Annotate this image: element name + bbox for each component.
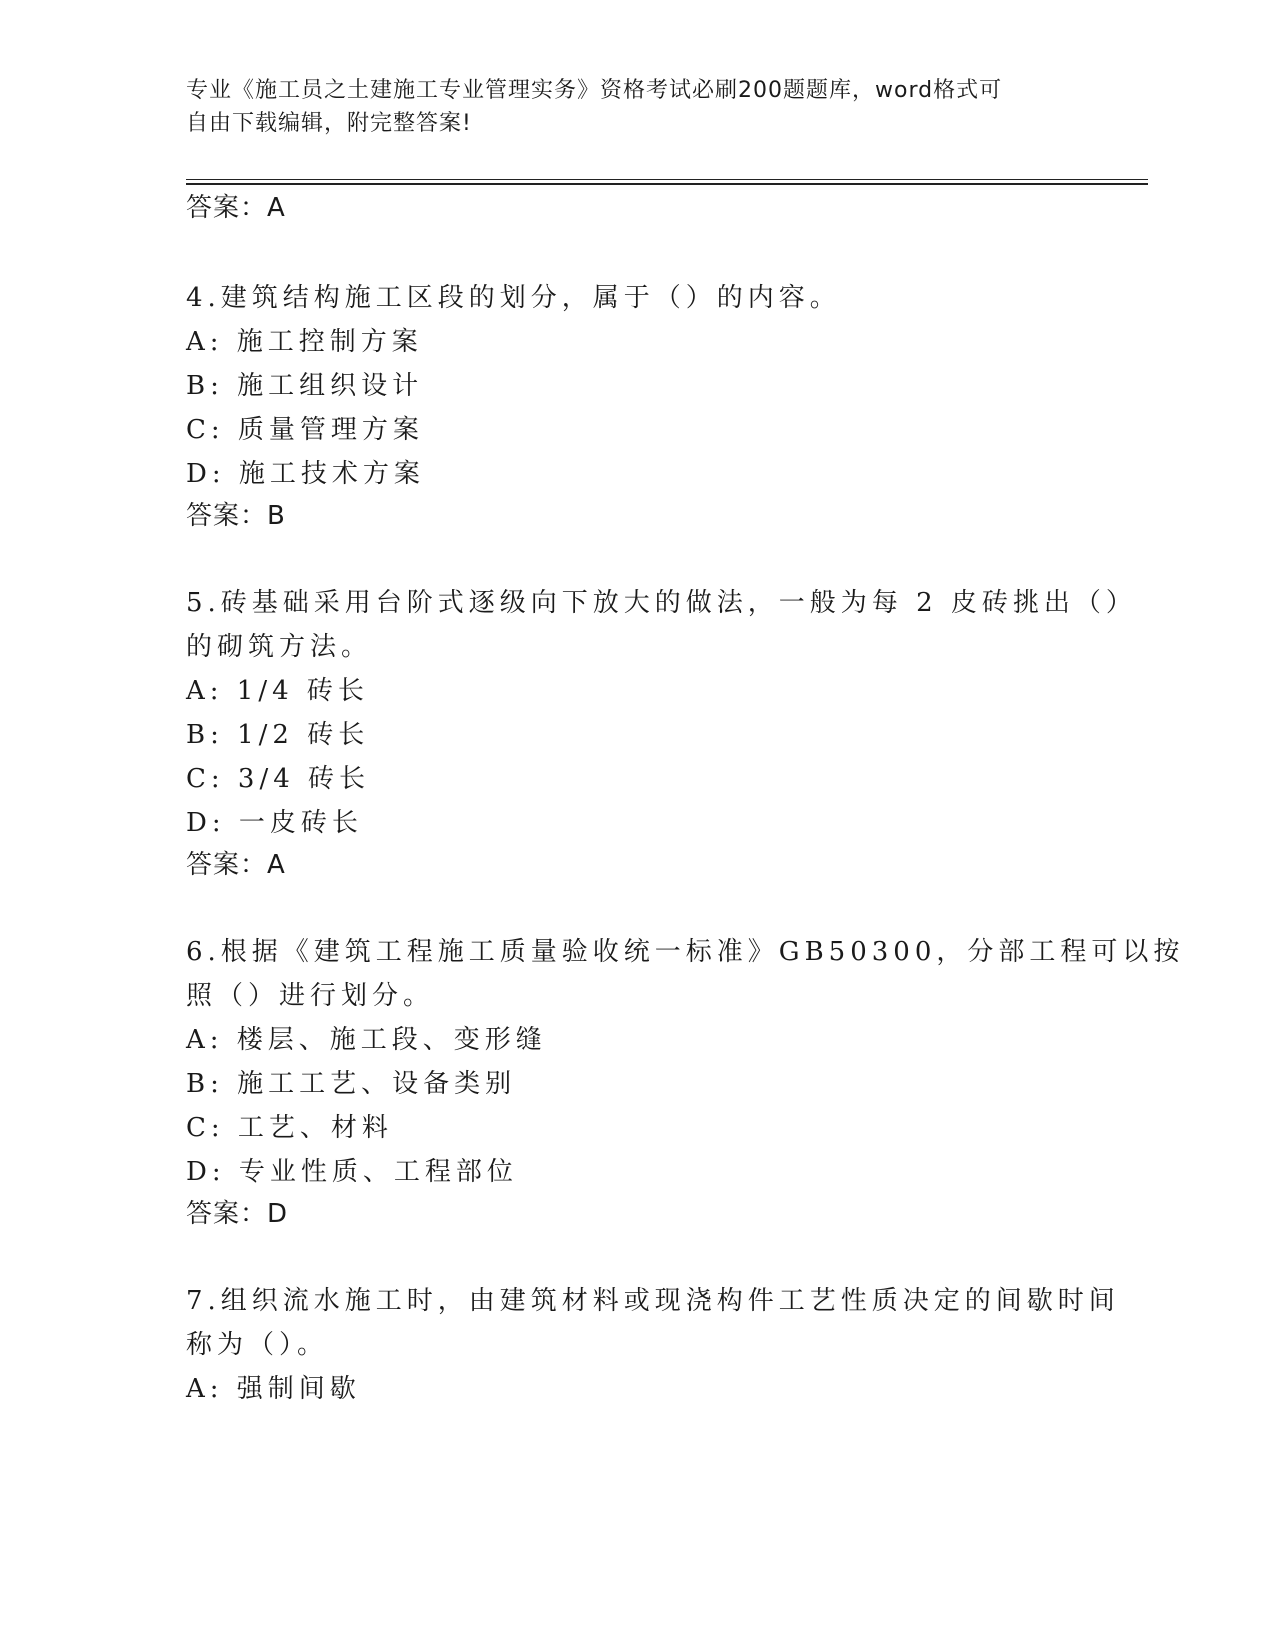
question-4-option-b: B: 施工组织设计: [186, 371, 424, 401]
question-6-option-a: A: 楼层、施工段、变形缝: [186, 1025, 547, 1055]
answer-q6: 答案：D: [186, 1199, 289, 1229]
question-5-option-b: B: 1/2 砖长: [186, 720, 370, 750]
answer-q5: 答案：A: [186, 850, 286, 880]
question-6-option-c: C: 工艺、材料: [186, 1113, 393, 1143]
question-6-stem-line-1: 6.根据《建筑工程施工质量验收统一标准》GB50300，分部工程可以按: [186, 937, 1185, 967]
question-5-stem-line-1: 5.砖基础采用台阶式逐级向下放大的做法，一般为每 2 皮砖挑出（）: [186, 588, 1137, 618]
question-6-stem-line-2: 照（）进行划分。: [186, 981, 435, 1011]
question-4-option-d: D: 施工技术方案: [186, 459, 425, 489]
question-7-stem-line-2: 称为（）。: [186, 1330, 329, 1360]
question-7-option-a: A: 强制间歇: [186, 1374, 361, 1404]
header-line-1: 专业《施工员之土建施工专业管理实务》资格考试必刷200题题库，word格式可: [186, 78, 1003, 103]
question-5-stem-line-2: 的砌筑方法。: [186, 632, 373, 662]
question-4-stem: 4.建筑结构施工区段的划分，属于（）的内容。: [186, 283, 841, 313]
header-divider-thin: [186, 179, 1148, 180]
question-4-option-c: C: 质量管理方案: [186, 415, 424, 445]
question-7-stem-line-1: 7.组织流水施工时，由建筑材料或现浇构件工艺性质决定的间歇时间: [186, 1286, 1120, 1316]
question-6-option-d: D: 专业性质、工程部位: [186, 1157, 518, 1187]
header-line-2: 自由下载编辑，附完整答案!: [186, 111, 472, 136]
header-divider-thick: [186, 183, 1148, 185]
question-5-option-c: C: 3/4 砖长: [186, 764, 371, 794]
answer-q3: 答案：A: [186, 193, 286, 223]
question-5-option-d: D: 一皮砖长: [186, 808, 363, 838]
answer-q4: 答案：B: [186, 501, 286, 531]
document-header: [186, 74, 1066, 140]
question-5-option-a: A: 1/4 砖长: [186, 676, 369, 706]
question-6-option-b: B: 施工工艺、设备类别: [186, 1069, 517, 1099]
question-4-option-a: A: 施工控制方案: [186, 327, 423, 357]
